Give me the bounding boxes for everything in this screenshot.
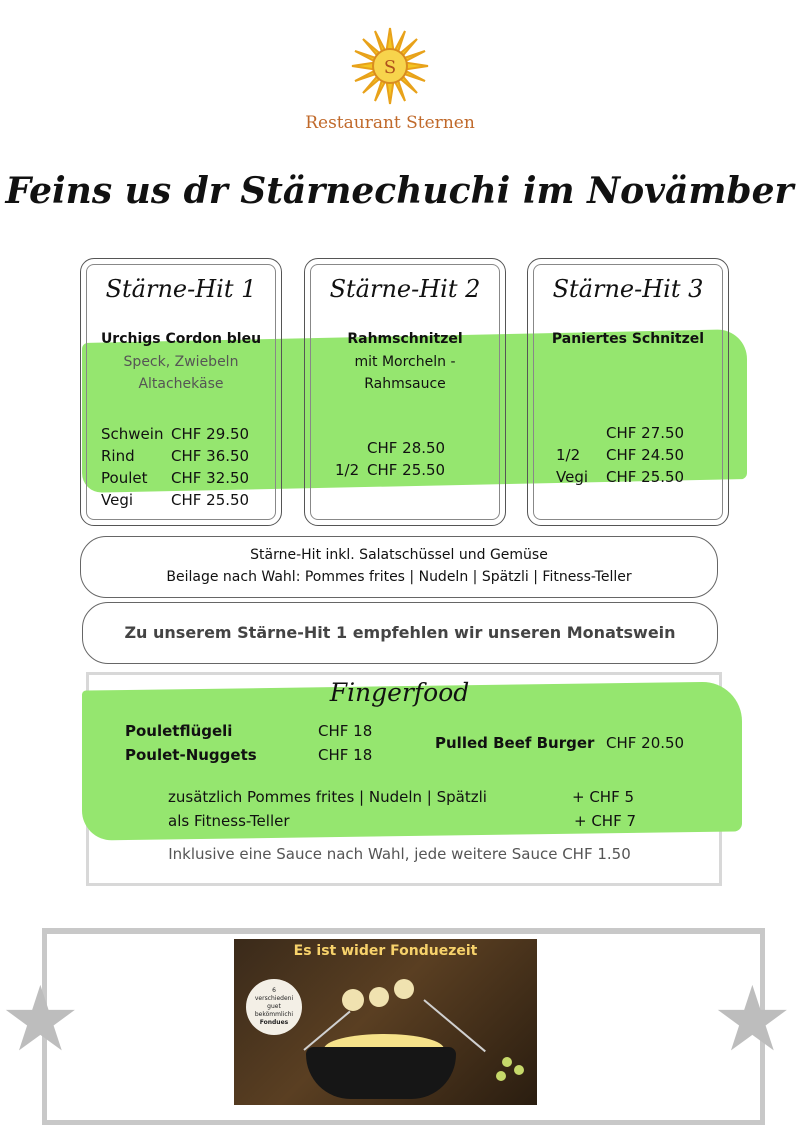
fondue-image bbox=[234, 939, 537, 1105]
price-label: Vegi bbox=[556, 468, 589, 486]
price-label: 1/2 bbox=[335, 461, 360, 479]
price-value: CHF 24.50 bbox=[606, 446, 685, 464]
info-line-inclusive: Stärne-Hit inkl. Salatschüssel und Gemüse bbox=[250, 547, 548, 563]
dish-description: mit Morcheln - bbox=[354, 354, 456, 370]
fondue-pot-icon bbox=[306, 1047, 456, 1099]
fingerfood-item-price: CHF 18 bbox=[318, 722, 373, 740]
bread-icon bbox=[369, 987, 389, 1007]
fingerfood-extra-label: zusätzlich Pommes frites | Nudeln | Spätzli bbox=[168, 788, 487, 806]
star-hit-card-1 bbox=[80, 258, 282, 526]
price-value: CHF 29.50 bbox=[171, 425, 250, 443]
price-label: Poulet bbox=[101, 469, 148, 487]
dish-name: Urchigs Cordon bleu bbox=[100, 331, 262, 347]
star-hit-card-2 bbox=[304, 258, 506, 526]
sun-logo-icon bbox=[350, 26, 430, 106]
price-value: CHF 27.50 bbox=[606, 424, 685, 442]
dish-description: Speck, Zwiebeln bbox=[123, 354, 239, 370]
price-value: CHF 28.50 bbox=[367, 439, 446, 457]
dish-name: Rahmschnitzel bbox=[347, 331, 463, 347]
wine-recommendation-pill bbox=[82, 602, 718, 664]
fingerfood-extra-price: + CHF 7 bbox=[574, 812, 637, 830]
star-icon-right: ★ bbox=[712, 967, 793, 1072]
price-value: CHF 25.50 bbox=[171, 491, 250, 509]
bread-icon bbox=[394, 979, 414, 999]
price-value: CHF 36.50 bbox=[171, 447, 250, 465]
badge-line: verschiedeni bbox=[254, 995, 294, 1002]
price-label: Schwein bbox=[101, 425, 164, 443]
badge-line: bekömmlichi bbox=[254, 1011, 294, 1018]
price-value: CHF 25.50 bbox=[367, 461, 446, 479]
card-title: Stärne-Hit 2 bbox=[329, 275, 481, 303]
price-value: CHF 25.50 bbox=[606, 468, 685, 486]
dish-name: Paniertes Schnitzel bbox=[551, 331, 705, 347]
dish-description: Rahmsauce bbox=[364, 376, 446, 392]
grape-icon bbox=[502, 1057, 512, 1067]
info-line-sides: Beilage nach Wahl: Pommes frites | Nudeln | Spätzli | Fitness-Teller bbox=[166, 569, 632, 585]
badge-line: 6 bbox=[272, 987, 276, 994]
fingerfood-item-price: CHF 18 bbox=[318, 746, 373, 764]
info-pill bbox=[80, 536, 718, 598]
grape-icon bbox=[496, 1071, 506, 1081]
card-title: Stärne-Hit 3 bbox=[552, 275, 704, 303]
restaurant-name: Restaurant Sternen bbox=[305, 113, 475, 133]
wine-recommendation-text: Zu unserem Stärne-Hit 1 empfehlen wir unseren Monatswein bbox=[124, 623, 676, 642]
fingerfood-item-name: Poulet-Nuggets bbox=[125, 746, 257, 764]
badge-bold: Fondues bbox=[259, 1019, 289, 1026]
price-label: Vegi bbox=[101, 491, 134, 509]
star-hit-card-3 bbox=[527, 258, 729, 526]
fondue-banner: Es ist wider Fonduezeit bbox=[293, 943, 478, 959]
price-row bbox=[101, 425, 163, 443]
fingerfood-title: Fingerfood bbox=[329, 678, 470, 707]
price-label: 1/2 bbox=[556, 446, 581, 464]
fingerfood-extra-label: als Fitness-Teller bbox=[168, 812, 290, 830]
fingerfood-item-name: Pouletflügeli bbox=[125, 722, 233, 740]
grape-icon bbox=[514, 1065, 524, 1075]
star-icon-left: ★ bbox=[0, 967, 81, 1072]
fondue-badge bbox=[246, 979, 302, 1035]
dish-description: Altachekäse bbox=[138, 376, 224, 392]
logo-letter: S bbox=[383, 57, 397, 78]
price-label: Rind bbox=[101, 447, 135, 465]
sauce-note: Inklusive eine Sauce nach Wahl, jede weitere Sauce CHF 1.50 bbox=[168, 845, 631, 863]
fingerfood-item-name: Pulled Beef Burger bbox=[435, 734, 595, 752]
fingerfood-extra-price: + CHF 5 bbox=[572, 788, 635, 806]
card-title: Stärne-Hit 1 bbox=[105, 275, 257, 303]
page-title: Feins us dr Stärnechuchi im Novämber bbox=[5, 170, 794, 212]
bread-icon bbox=[342, 989, 364, 1011]
fingerfood-item-price: CHF 20.50 bbox=[606, 734, 685, 752]
price-value: CHF 32.50 bbox=[171, 469, 250, 487]
badge-line: guet bbox=[267, 1003, 281, 1010]
